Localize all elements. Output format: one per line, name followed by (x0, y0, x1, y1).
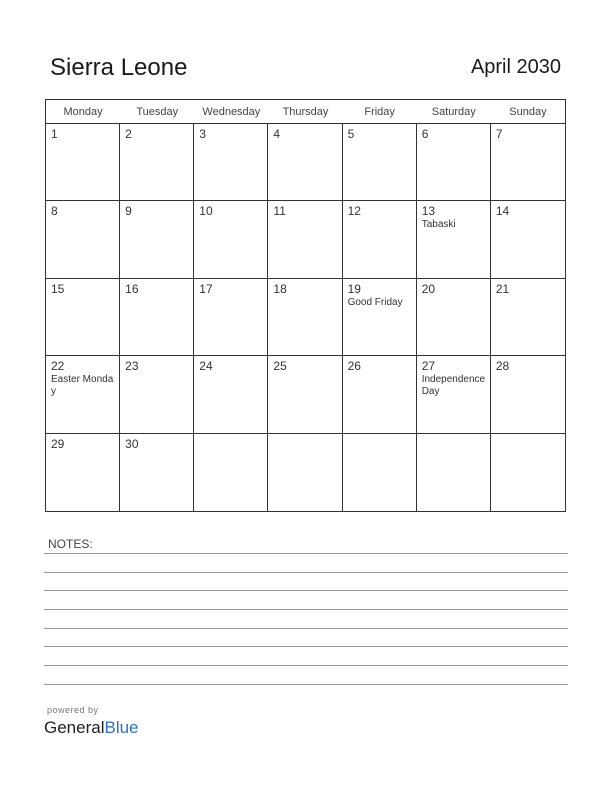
weekday-header: Monday (46, 100, 120, 124)
day-number: 14 (495, 204, 510, 219)
month-title: April 2030 (470, 56, 561, 78)
calendar-grid (45, 99, 566, 512)
day-number: 7 (495, 127, 503, 141)
day-cell (417, 124, 491, 201)
day-number: 2 (125, 127, 132, 141)
notes-label: NOTES: (48, 537, 93, 551)
day-cell (268, 201, 342, 278)
day-number: 23 (125, 359, 139, 374)
day-number: 12 (347, 204, 361, 219)
day-number: 24 (199, 359, 213, 374)
weekday-header: Saturday (417, 100, 491, 124)
day-cell (417, 201, 491, 278)
day-number: 20 (421, 281, 436, 296)
day-cell (268, 279, 342, 356)
day-cell (343, 124, 417, 201)
day-number: 18 (273, 281, 287, 296)
day-cell (417, 434, 491, 511)
weekday-header: Sunday (491, 100, 565, 124)
weekday-header: Friday (343, 100, 417, 124)
day-cell (268, 124, 342, 201)
day-cell (194, 201, 268, 278)
day-cell (46, 279, 120, 356)
day-cell (417, 356, 491, 433)
day-number: 6 (421, 127, 429, 141)
day-cell (343, 434, 417, 511)
day-number: 8 (51, 204, 58, 219)
day-cell (46, 356, 120, 433)
day-cell (194, 434, 268, 511)
day-cell (343, 356, 417, 433)
day-number: 16 (125, 281, 139, 296)
day-cell (194, 356, 268, 433)
day-cell (120, 279, 194, 356)
note-line (44, 628, 568, 629)
day-number: 15 (51, 281, 65, 296)
day-number: 26 (347, 359, 361, 374)
brand-general: General (44, 718, 105, 737)
weekday-header: Thursday (268, 100, 342, 124)
holiday-label: Tabaski (421, 219, 456, 231)
note-line (44, 590, 568, 591)
note-line (44, 665, 568, 666)
day-cell (268, 434, 342, 511)
day-cell (46, 434, 120, 511)
day-cell (417, 279, 491, 356)
note-line (44, 684, 568, 685)
day-cell (343, 201, 417, 278)
day-cell (491, 201, 565, 278)
day-cell (194, 124, 268, 201)
day-number: 3 (199, 127, 206, 141)
powered-by-text: powered by (47, 705, 99, 715)
day-number: 25 (273, 359, 287, 374)
day-cell (491, 434, 565, 511)
holiday-label: Easter Monday (51, 374, 114, 398)
country-title: Sierra Leone (50, 54, 188, 81)
day-number: 4 (273, 127, 281, 141)
note-line (44, 553, 568, 554)
day-cell (268, 356, 342, 433)
weekday-header: Tuesday (120, 100, 194, 124)
day-number: 5 (347, 127, 355, 141)
day-number: 9 (125, 204, 132, 219)
day-cell (120, 201, 194, 278)
day-number: 13 (421, 204, 436, 219)
day-number: 28 (495, 359, 510, 374)
day-number: 21 (495, 281, 510, 296)
day-cell (491, 124, 565, 201)
holiday-label: Good Friday (347, 296, 403, 308)
day-number: 29 (51, 436, 65, 451)
day-cell (491, 356, 565, 433)
day-number: 11 (273, 204, 286, 219)
day-cell (120, 124, 194, 201)
day-number: 30 (125, 436, 139, 451)
day-number: 22 (51, 359, 65, 374)
day-number: 17 (199, 281, 213, 296)
day-cell (120, 356, 194, 433)
day-cell (46, 201, 120, 278)
day-cell (343, 279, 417, 356)
holiday-label: Independence Day (421, 374, 486, 398)
day-number: 10 (199, 204, 213, 219)
brand-blue: Blue (104, 718, 139, 737)
weekday-header: Wednesday (194, 100, 268, 124)
day-cell (46, 124, 120, 201)
day-number: 1 (51, 127, 58, 141)
day-cell (194, 279, 268, 356)
note-line (44, 609, 568, 610)
day-cell (120, 434, 194, 511)
note-line (44, 572, 568, 573)
day-number: 19 (347, 281, 361, 296)
day-cell (491, 279, 565, 356)
note-line (44, 646, 568, 647)
day-number: 27 (421, 359, 436, 374)
brand-logo (44, 718, 139, 738)
